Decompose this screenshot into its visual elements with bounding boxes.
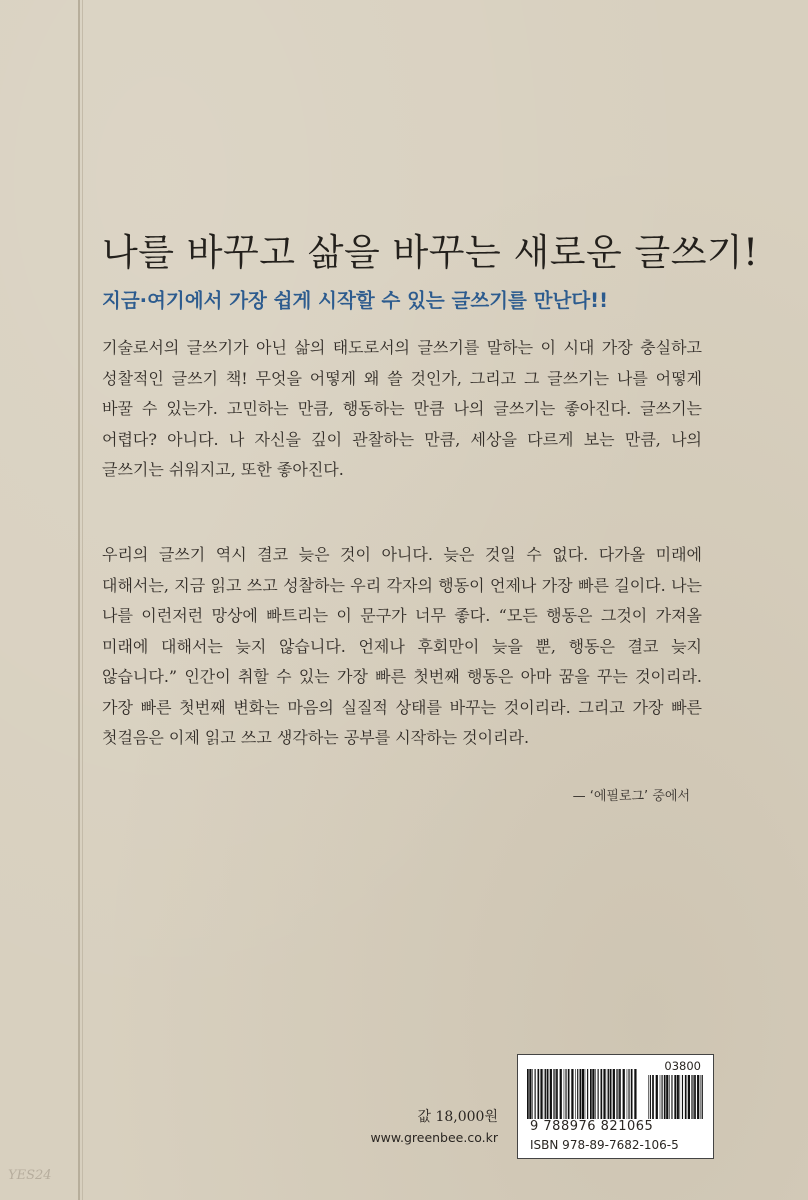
barcode-bar bbox=[565, 1069, 566, 1119]
watermark: YES24 bbox=[8, 1168, 52, 1183]
barcode-bar bbox=[685, 1075, 687, 1119]
barcode-bar bbox=[634, 1069, 636, 1119]
barcode-bar bbox=[571, 1069, 573, 1119]
barcode-bar bbox=[544, 1069, 545, 1119]
barcode-bar bbox=[527, 1069, 529, 1119]
barcode-bar bbox=[598, 1069, 599, 1119]
barcode-bar bbox=[623, 1069, 625, 1119]
ean-barcode-bars bbox=[527, 1069, 639, 1119]
quote-attribution: — ‘에필로그’ 중에서 bbox=[572, 789, 690, 804]
barcode-bar bbox=[568, 1069, 570, 1119]
barcode-bar bbox=[545, 1069, 546, 1119]
price-label: 값 18,000원 bbox=[417, 1109, 498, 1125]
barcode-bar bbox=[575, 1069, 576, 1119]
barcode-bar bbox=[613, 1069, 615, 1119]
barcode-bar bbox=[582, 1069, 584, 1119]
barcode-bar bbox=[595, 1069, 596, 1119]
barcode-bar bbox=[674, 1075, 676, 1119]
barcode-bar bbox=[660, 1075, 661, 1119]
barcode-bar bbox=[560, 1069, 562, 1119]
barcode-bar bbox=[547, 1069, 549, 1119]
barcode-bar bbox=[652, 1075, 654, 1119]
barcode-bar bbox=[694, 1075, 696, 1119]
barcode-bar bbox=[529, 1069, 531, 1119]
isbn-number: ISBN 978-89-7682-106-5 bbox=[530, 1138, 679, 1152]
barcode-bar bbox=[664, 1075, 666, 1119]
barcode-bar bbox=[662, 1075, 663, 1119]
barcode-bar bbox=[697, 1075, 699, 1119]
barcode-bar bbox=[590, 1069, 592, 1119]
barcode-bar bbox=[553, 1069, 554, 1119]
barcode-bar bbox=[669, 1075, 670, 1119]
spine-rule bbox=[78, 0, 80, 1200]
barcode-bar bbox=[688, 1075, 690, 1119]
barcode-bar bbox=[585, 1069, 586, 1119]
headline: 나를 바꾸고 삶을 바꾸는 새로운 글쓰기! bbox=[102, 231, 759, 274]
blurb-paragraph-2: 우리의 글쓰기 역시 결코 늦은 것이 아니다. 늦은 것일 수 없다. 다가올 미래에 대해서는, 지금 읽고 쓰고 성찰하는 우리 각자의 행동이 언제나 가장 빠른 길이다. 나는 나를 이런저런 망상에 빠트리는 이 문구가 너무 좋다. “모든 행동은 그것이 가져올 미래에 대해서는 늦지 않습니다. 언제나 후회만이 늦을 뿐, 행동은 결코 늦지 않습니다.” 인간이 취할 수 있는 가장 빠른 첫번째 행동은 아마 꿈을 꾸는 것이리라. 가장 빠른 첫번째 변화는 마음의 실질적 상태를 바꾸는 것이리라. 그리고 가장 빠른 첫걸음은 이제 읽고 쓰고 생각하는 공부를 시작하는 것이리라. bbox=[102, 545, 702, 747]
barcode-bar bbox=[682, 1075, 683, 1119]
barcode-bar bbox=[535, 1069, 536, 1119]
barcode-bar bbox=[677, 1075, 679, 1119]
barcode-bar bbox=[592, 1069, 594, 1119]
barcode-bar bbox=[702, 1075, 703, 1119]
barcode-bar bbox=[580, 1069, 582, 1119]
ean-number: 9 788976 821065 bbox=[530, 1119, 654, 1134]
isbn-barcode-block bbox=[517, 1054, 714, 1159]
barcode-bar bbox=[666, 1075, 668, 1119]
barcode-bar bbox=[554, 1069, 555, 1119]
barcode-bar bbox=[550, 1069, 552, 1119]
barcode-bar bbox=[616, 1069, 617, 1119]
barcode-bar bbox=[650, 1075, 651, 1119]
barcode-bar bbox=[540, 1069, 542, 1119]
barcode-bar bbox=[619, 1069, 621, 1119]
barcode-bar bbox=[671, 1075, 672, 1119]
blurb-paragraph-1: 기술로서의 글쓰기가 아닌 삶의 태도로서의 글쓰기를 말하는 이 시대 가장 충실하고 성찰적인 글쓰기 책! 무엇을 어떻게 왜 쓸 것인가, 그리고 그 글쓰기는 나를 어떻게 바꿀 수 있는가. 고민하는 만큼, 행동하는 만큼 나의 글쓰기는 좋아진다. 글쓰기는 어렵다? 아니다. 나 자신을 깊이 관찰하는 만큼, 세상을 다르게 보는 만큼, 나의 글쓰기는 쉬워지고, 또한 좋아진다. bbox=[102, 338, 702, 479]
barcode-bar bbox=[628, 1069, 629, 1119]
barcode-bar bbox=[587, 1069, 588, 1119]
barcode-bar bbox=[603, 1069, 605, 1119]
barcode-bar bbox=[691, 1075, 692, 1119]
barcode-bar bbox=[680, 1075, 681, 1119]
barcode-bar bbox=[692, 1075, 693, 1119]
spine-rule-inner bbox=[82, 0, 83, 1200]
barcode-bar bbox=[610, 1069, 612, 1119]
barcode-bar bbox=[656, 1075, 658, 1119]
barcode-bar bbox=[701, 1075, 702, 1119]
barcode-bar bbox=[577, 1069, 578, 1119]
barcode-bar bbox=[617, 1069, 618, 1119]
barcode-bar bbox=[627, 1069, 628, 1119]
barcode-bar bbox=[648, 1075, 649, 1119]
barcode-bar bbox=[608, 1069, 609, 1119]
subheadline: 지금·여기에서 가장 쉽게 시작할 수 있는 글쓰기를 만난다!! bbox=[102, 289, 608, 312]
barcode-bar bbox=[538, 1069, 540, 1119]
barcode-bar bbox=[532, 1069, 533, 1119]
barcode-bar bbox=[601, 1069, 603, 1119]
barcode-bar bbox=[607, 1069, 608, 1119]
barcode-bar bbox=[564, 1069, 565, 1119]
barcode-bar bbox=[631, 1069, 633, 1119]
addon-code: 03800 bbox=[664, 1059, 701, 1073]
publisher-website: www.greenbee.co.kr bbox=[370, 1130, 498, 1145]
barcode-bar bbox=[556, 1069, 558, 1119]
addon-barcode-bars bbox=[648, 1075, 703, 1119]
